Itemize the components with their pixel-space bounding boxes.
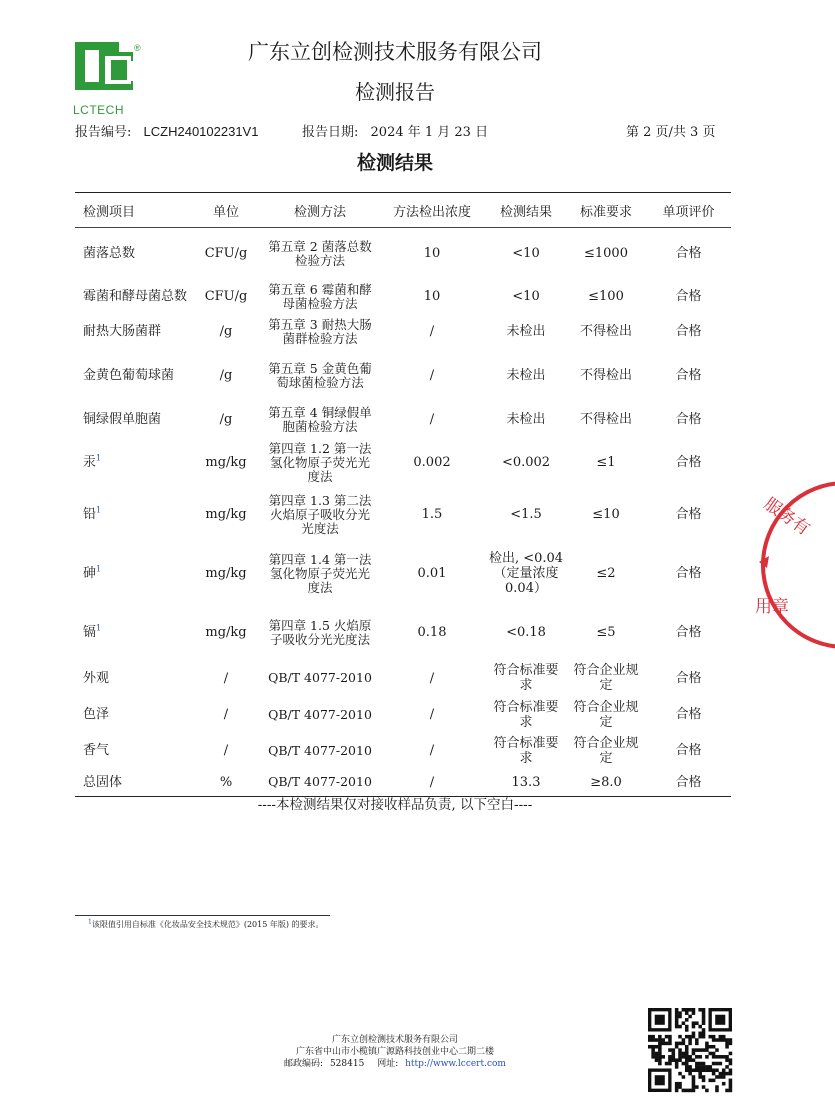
footer-company: 广东立创检测技术服务有限公司 bbox=[331, 1035, 458, 1045]
result-cell: 13.3 bbox=[486, 769, 566, 797]
unit-cell: mg/kg bbox=[205, 455, 247, 470]
standard-cell: 不得检出 bbox=[579, 368, 632, 383]
company-name: 广东立创检测技术服务有限公司 bbox=[248, 40, 542, 64]
qr-finder-square bbox=[655, 1075, 665, 1085]
unit-cell: mg/kg bbox=[205, 507, 247, 522]
standard-cell: 不得检出 bbox=[579, 412, 632, 427]
column-header: 检测项目 bbox=[75, 193, 190, 228]
unit-cell: / bbox=[223, 743, 229, 758]
item-cell bbox=[75, 488, 190, 542]
standard-cell: ≥8.0 bbox=[566, 769, 646, 797]
footer-address: 广东省中山市小榄镇广源路科技创业中心二期二楼 bbox=[295, 1047, 494, 1057]
standard-cell: ≤5 bbox=[596, 625, 616, 640]
table-row bbox=[75, 350, 731, 402]
result-cell: 符合标准要求 bbox=[493, 663, 559, 693]
item-name: 汞 bbox=[83, 455, 97, 470]
closing-statement: ----本检测结果仅对接收样品负责, 以下空白---- bbox=[257, 797, 533, 813]
company-seal bbox=[755, 470, 835, 660]
item-name: 镉 bbox=[83, 625, 97, 640]
item-cell bbox=[75, 606, 190, 660]
report-number-value: LCZH240102231V1 bbox=[143, 124, 259, 139]
detect-limit-cell: / bbox=[429, 368, 435, 383]
table-row bbox=[75, 660, 731, 697]
item-cell: 香气 bbox=[83, 743, 110, 758]
table-row bbox=[75, 314, 731, 350]
table-row bbox=[75, 280, 731, 314]
method-cell: 第五章 3 耐热大肠菌群检验方法 bbox=[268, 316, 372, 346]
item-cell: 菌落总数 bbox=[83, 246, 136, 262]
postcode-value: 528415 bbox=[329, 1059, 365, 1069]
item-cell: 铜绿假单胞菌 bbox=[83, 412, 162, 427]
evaluation-cell: 合格 bbox=[675, 455, 702, 470]
column-header: 单项评价 bbox=[646, 193, 731, 228]
standard-cell: 符合企业规定 bbox=[573, 663, 639, 693]
seal-text-bottom: 用章 bbox=[755, 597, 789, 617]
page-indicator: 第 2 页/共 3 页 bbox=[626, 125, 716, 140]
result-cell: <10 bbox=[512, 289, 540, 304]
detect-limit-cell: / bbox=[429, 670, 435, 686]
website-label: 网址: bbox=[377, 1059, 399, 1069]
website-link[interactable]: http://www.lccert.com bbox=[405, 1059, 506, 1069]
report-number-label: 报告编号: bbox=[75, 125, 132, 140]
table-row bbox=[75, 402, 731, 438]
evaluation-cell: 合格 bbox=[675, 412, 702, 427]
result-cell: 未检出 bbox=[506, 324, 546, 339]
column-header: 检测方法 bbox=[262, 193, 378, 228]
result-cell: 检出, <0.04（定量浓度 0.04） bbox=[488, 551, 564, 596]
results-table bbox=[75, 192, 731, 797]
result-cell: <10 bbox=[512, 246, 540, 262]
evaluation-cell: 合格 bbox=[675, 670, 702, 686]
unit-cell: CFU/g bbox=[204, 246, 248, 262]
result-cell: 未检出 bbox=[506, 368, 546, 383]
seal-text-top: 服务有 bbox=[760, 494, 814, 540]
standard-cell: ≤100 bbox=[588, 289, 624, 304]
item-cell: 外观 bbox=[83, 670, 110, 686]
item-name: 砷 bbox=[83, 566, 97, 581]
table-row bbox=[75, 228, 731, 280]
footnote-number: 1 bbox=[88, 918, 92, 926]
standard-cell: 不得检出 bbox=[579, 324, 632, 339]
standard-cell: ≤1000 bbox=[584, 246, 628, 262]
unit-cell: mg/kg bbox=[205, 566, 247, 581]
method-cell: 第四章 1.2 第一法 氢化物原子荧光光度法 bbox=[268, 440, 372, 484]
unit-cell: / bbox=[223, 707, 229, 722]
result-cell: 符合标准要求 bbox=[493, 699, 559, 730]
report-date bbox=[302, 121, 488, 140]
column-header: 检测结果 bbox=[486, 193, 566, 228]
detect-limit-cell: 0.18 bbox=[417, 625, 447, 640]
table-row bbox=[75, 542, 731, 606]
method-cell: 第四章 1.3 第二法 火焰原子吸收分光光度法 bbox=[268, 492, 372, 536]
evaluation-cell: 合格 bbox=[675, 324, 702, 339]
evaluation-cell: 合格 bbox=[675, 289, 702, 304]
footnote-marker: 1 bbox=[96, 564, 102, 574]
method-cell: 第五章 2 菌落总数检验方法 bbox=[268, 238, 372, 268]
unit-cell: / bbox=[223, 670, 229, 686]
evaluation-cell: 合格 bbox=[675, 625, 702, 640]
item-cell: 总固体 bbox=[75, 769, 190, 797]
item-cell bbox=[75, 542, 190, 606]
item-cell: 色泽 bbox=[83, 707, 110, 722]
footnote-marker: 1 bbox=[96, 623, 102, 633]
evaluation-cell: 合格 bbox=[675, 368, 702, 383]
method-cell: QB/T 4077-2010 bbox=[268, 670, 372, 685]
standard-cell: ≤1 bbox=[596, 455, 616, 470]
result-cell: <0.002 bbox=[501, 455, 551, 470]
report-number bbox=[75, 121, 258, 140]
table-header-row bbox=[75, 193, 731, 228]
table-body bbox=[75, 228, 731, 797]
detect-limit-cell: / bbox=[429, 707, 435, 722]
item-cell: 霉菌和酵母菌总数 bbox=[83, 289, 188, 304]
result-cell: <0.18 bbox=[506, 625, 546, 640]
method-cell: 第四章 1.5 火焰原子吸收分光光度法 bbox=[268, 617, 372, 647]
section-title: 检测结果 bbox=[356, 152, 433, 174]
qr-code bbox=[648, 1008, 732, 1092]
result-cell: <1.5 bbox=[510, 507, 542, 522]
result-cell: 未检出 bbox=[506, 412, 546, 427]
method-cell: 第五章 6 霉菌和酵母菌检验方法 bbox=[268, 281, 372, 311]
column-header: 单位 bbox=[190, 193, 262, 228]
table-row bbox=[75, 606, 731, 660]
method-cell: 第五章 5 金黄色葡萄球菌检验方法 bbox=[268, 360, 372, 390]
method-cell: QB/T 4077-2010 bbox=[262, 769, 378, 797]
item-cell bbox=[75, 438, 190, 488]
footnote-marker: 1 bbox=[96, 505, 102, 515]
qr-finder-square bbox=[715, 1015, 725, 1025]
detect-limit-cell: 10 bbox=[423, 246, 441, 262]
detect-limit-cell: / bbox=[429, 412, 435, 427]
standard-cell: ≤10 bbox=[592, 507, 620, 522]
detect-limit-cell: 0.01 bbox=[417, 566, 447, 581]
logo-text: LCTECH bbox=[73, 103, 125, 117]
detect-limit-cell: 10 bbox=[423, 289, 441, 304]
method-cell: 第四章 1.4 第一法 氢化物原子荧光光度法 bbox=[268, 551, 372, 595]
footnote bbox=[88, 919, 324, 930]
item-cell: 金黄色葡萄球菌 bbox=[83, 368, 175, 383]
evaluation-cell: 合格 bbox=[675, 707, 702, 722]
method-cell: QB/T 4077-2010 bbox=[268, 706, 372, 722]
report-title: 检测报告 bbox=[355, 80, 435, 104]
detect-limit-cell: 1.5 bbox=[421, 507, 443, 522]
item-name: 铅 bbox=[83, 507, 97, 522]
standard-cell: ≤2 bbox=[596, 566, 616, 581]
standard-cell: 符合企业规定 bbox=[573, 735, 639, 766]
standard-cell: 符合企业规定 bbox=[573, 699, 639, 730]
detect-limit-cell: / bbox=[378, 769, 486, 797]
table-row bbox=[75, 697, 731, 733]
report-date-value: 2024 年 1 月 23 日 bbox=[370, 125, 489, 140]
unit-cell: /g bbox=[219, 412, 233, 427]
column-header: 标准要求 bbox=[566, 193, 646, 228]
qr-finder-square bbox=[655, 1015, 665, 1025]
method-cell: QB/T 4077-2010 bbox=[268, 742, 372, 758]
evaluation-cell: 合格 bbox=[675, 246, 702, 262]
footnote-text: 该限值引用自标准《化妆品安全技术规范》(2015 年版) 的要求。 bbox=[91, 920, 324, 929]
method-cell: 第五章 4 铜绿假单胞菌检验方法 bbox=[268, 404, 372, 434]
registered-mark: ® bbox=[134, 43, 141, 53]
evaluation-cell: 合格 bbox=[675, 507, 702, 522]
postcode-label: 邮政编码: bbox=[284, 1059, 324, 1069]
item-cell: 耐热大肠菌群 bbox=[83, 324, 162, 339]
detect-limit-cell: / bbox=[429, 324, 435, 339]
footnote-divider bbox=[75, 915, 330, 916]
evaluation-cell: 合格 bbox=[646, 769, 731, 797]
evaluation-cell: 合格 bbox=[675, 743, 702, 758]
unit-cell: /g bbox=[219, 368, 233, 383]
unit-cell: CFU/g bbox=[204, 289, 248, 304]
unit-cell: /g bbox=[219, 324, 233, 339]
unit-cell: mg/kg bbox=[205, 625, 247, 640]
detect-limit-cell: / bbox=[429, 743, 435, 758]
table-row bbox=[75, 488, 731, 542]
evaluation-cell: 合格 bbox=[675, 566, 702, 581]
table-row bbox=[75, 438, 731, 488]
report-date-label: 报告日期: bbox=[302, 125, 359, 140]
footnote-marker: 1 bbox=[96, 453, 102, 463]
detect-limit-cell: 0.002 bbox=[413, 455, 451, 470]
table-row bbox=[75, 733, 731, 769]
unit-cell: % bbox=[190, 769, 262, 797]
result-cell: 符合标准要求 bbox=[493, 735, 559, 766]
column-header: 方法检出浓度 bbox=[378, 193, 486, 228]
